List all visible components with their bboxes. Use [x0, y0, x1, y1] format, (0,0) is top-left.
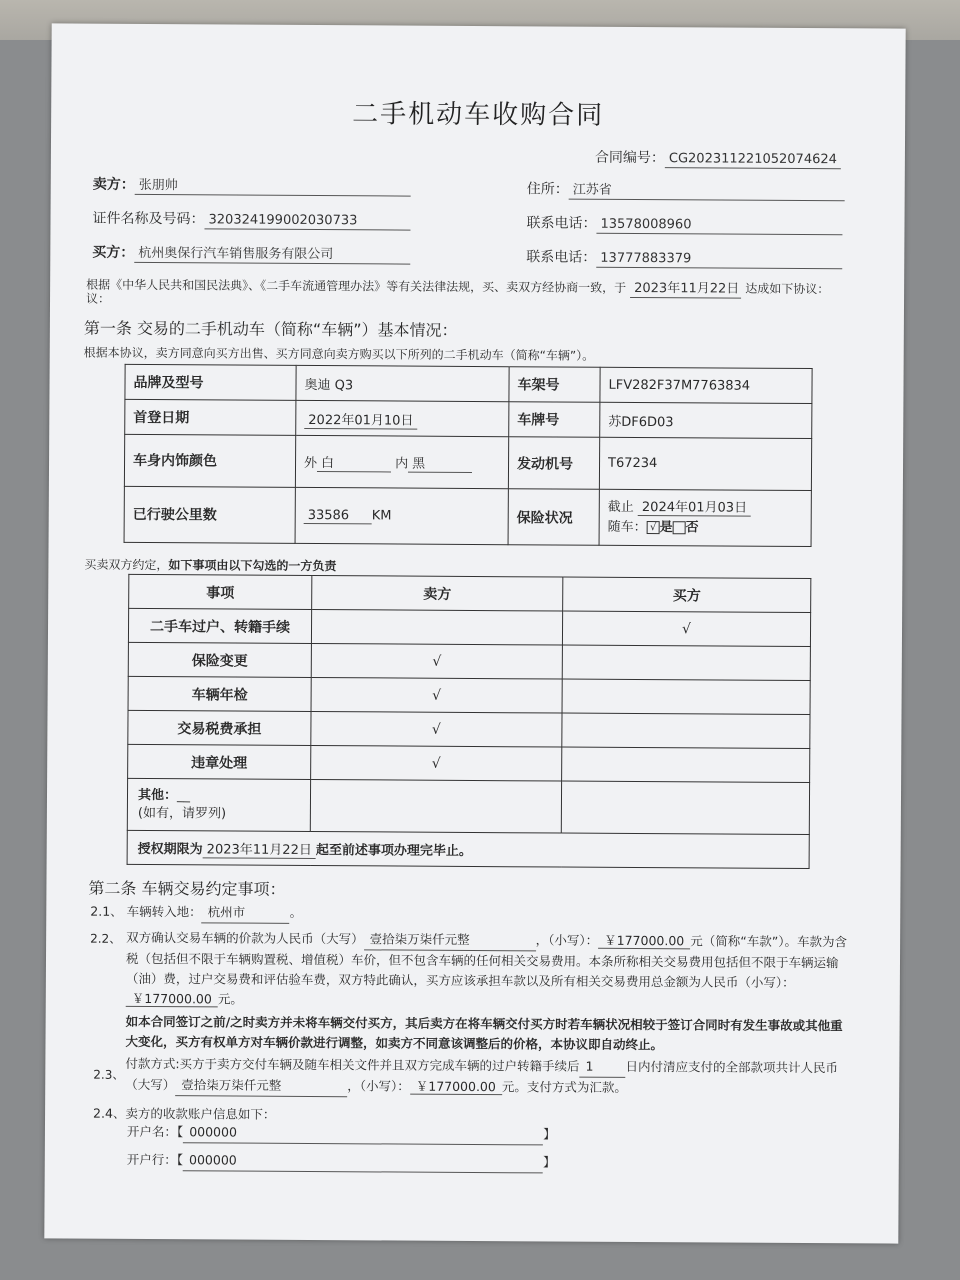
- table-row: 保险变更 √: [128, 642, 810, 680]
- contract-paper: [44, 23, 905, 1243]
- account-bank-value: 000000: [183, 1150, 543, 1173]
- insurance-date: 2024年01月03日: [638, 499, 751, 516]
- table-row-other: 其他：__ (如有，请罗列): [127, 778, 809, 834]
- adjustment-clause: 如本合同签订之前/之时卖方并未将车辆交付买方，其后卖方在将车辆交付买方时若车辆状况相较于签订合同时有发生事故或其他重大变化，买方有权单方对车辆价款进行调整，如卖方不同意该调整后的价格，本协议即自动终止。: [125, 1013, 843, 1053]
- table-row: 车辆年检 √: [128, 676, 810, 714]
- clause-2-3: 付款方式:买方于卖方交付车辆及随车相关文件并且双方完成车辆的过户转籍手续后 1 日内付清应支付的全部款项共计人民币（大写） 壹拾柒万柒仟元整 ，（小写）： ￥177000.00 元。支付方式为汇款。: [125, 1054, 847, 1100]
- interior-color: 黑: [408, 452, 472, 472]
- contract-number: 合同编号： CG202311221052074624: [595, 147, 841, 169]
- intro-line: 根据《中华人民共和国民法典》、《二手车流通管理办法》等有关法律法规，买、卖双方经协商一致，于 2023年11月22日 达成如下协议：: [86, 274, 829, 298]
- buyer-phone-row: 联系电话： 13777883379: [526, 246, 842, 269]
- article-1-desc: 根据本协议，卖方同意向买方出售、买方同意向卖方购买以下所列的二手机动车（简称“车辆”）。: [83, 345, 595, 363]
- buyer-row: 买方： 杭州奥保行汽车销售服务有限公司: [92, 242, 410, 265]
- vin-label: 车架号: [509, 367, 600, 403]
- col-buyer-header: 买方: [563, 577, 811, 613]
- page-title: 二手机动车收购合同: [352, 99, 605, 131]
- reg-date-label: 首登日期: [125, 399, 296, 435]
- color-label: 车身内饰颜色: [124, 434, 295, 487]
- account-name-row: 开户名：【 000000 】: [127, 1122, 556, 1146]
- brand-value: 奥迪 Q3: [296, 365, 509, 401]
- account-name-value: 000000: [183, 1122, 543, 1145]
- col-item-header: 事项: [129, 574, 312, 609]
- engine-value: T67234: [599, 437, 811, 490]
- reg-date-value: 2022年01月10日: [304, 412, 417, 429]
- checkbox-yes: √: [647, 521, 660, 534]
- brand-label: 品牌及型号: [125, 364, 296, 400]
- intro-cont: 议：: [85, 291, 111, 306]
- exterior-color: 白: [317, 452, 391, 472]
- clause-2-1: 2.1、 车辆转入地： 杭州市 。: [90, 902, 302, 924]
- seller-phone-row: 联系电话： 13578008960: [526, 212, 842, 235]
- clause-2-3-number: 2.3、: [93, 1067, 125, 1082]
- mileage-label: 已行驶公里数: [124, 486, 295, 543]
- id-row: 证件名称及号码： 320324199002030733: [92, 208, 410, 231]
- mileage-cell: 33586 KM: [295, 487, 508, 544]
- engine-label: 发动机号: [508, 437, 599, 490]
- reg-date-cell: [296, 400, 509, 436]
- agreement-note: 买卖双方约定，如下事项由以下勾选的一方负责: [84, 557, 337, 574]
- plate-label: 车牌号: [509, 402, 600, 438]
- table-row: 二手车过户、转籍手续 √: [128, 608, 810, 646]
- article-2-title: 第二条 车辆交易约定事项：: [88, 878, 286, 899]
- col-seller-header: 卖方: [312, 576, 563, 612]
- duties-table: [127, 574, 812, 869]
- vehicle-info-table: [124, 364, 813, 547]
- insurance-label: 保险状况: [508, 489, 599, 546]
- vin-value: LFV282F37M7763834: [600, 367, 812, 403]
- table-row: 交易税费承担 √: [128, 710, 810, 748]
- article-1-title: 第一条 交易的二手机动车（简称“车辆”）基本情况：: [83, 318, 458, 340]
- account-bank-row: 开户行：【 000000 】: [127, 1150, 556, 1174]
- color-cell: 外 白 内 黑: [295, 435, 508, 488]
- seller-row: 卖方： 张朋帅: [93, 174, 411, 197]
- clause-2-2-number: 2.2、: [90, 931, 122, 946]
- checkbox-no: [673, 521, 686, 534]
- insurance-cell: 截止 2024年01月03日 随车： √ 是 否: [599, 489, 811, 546]
- mileage-value: 33586: [304, 507, 372, 523]
- table-row-authorization: 授权期限为 2023年11月22日 起至前述事项办理完毕止。: [127, 830, 809, 868]
- address-row: 住所： 江苏省: [527, 178, 845, 201]
- clause-2-4: 2.4、卖方的收款账户信息如下：: [93, 1105, 276, 1122]
- clause-2-2: 双方确认交易车辆的价款为人民币（大写） 壹拾柒万柒仟元整 ，（小写）： ￥177000.00 元（简称“车款”）。车款为含税（包括但不限于车辆购置税、增值税）车价，但不包含车辆的任何相关交易费用。本条所称相关交易费用包括但不限于车辆运输（油）费，过户交易费和评估验车费，双方特此确认，买方应该承担车款以及所有相关交易费用总金额为人民币（小写）：￥177000.00 元。: [125, 929, 848, 1007]
- plate-value: 苏DF6D03: [600, 402, 812, 438]
- table-row: 违章处理 √: [128, 744, 810, 782]
